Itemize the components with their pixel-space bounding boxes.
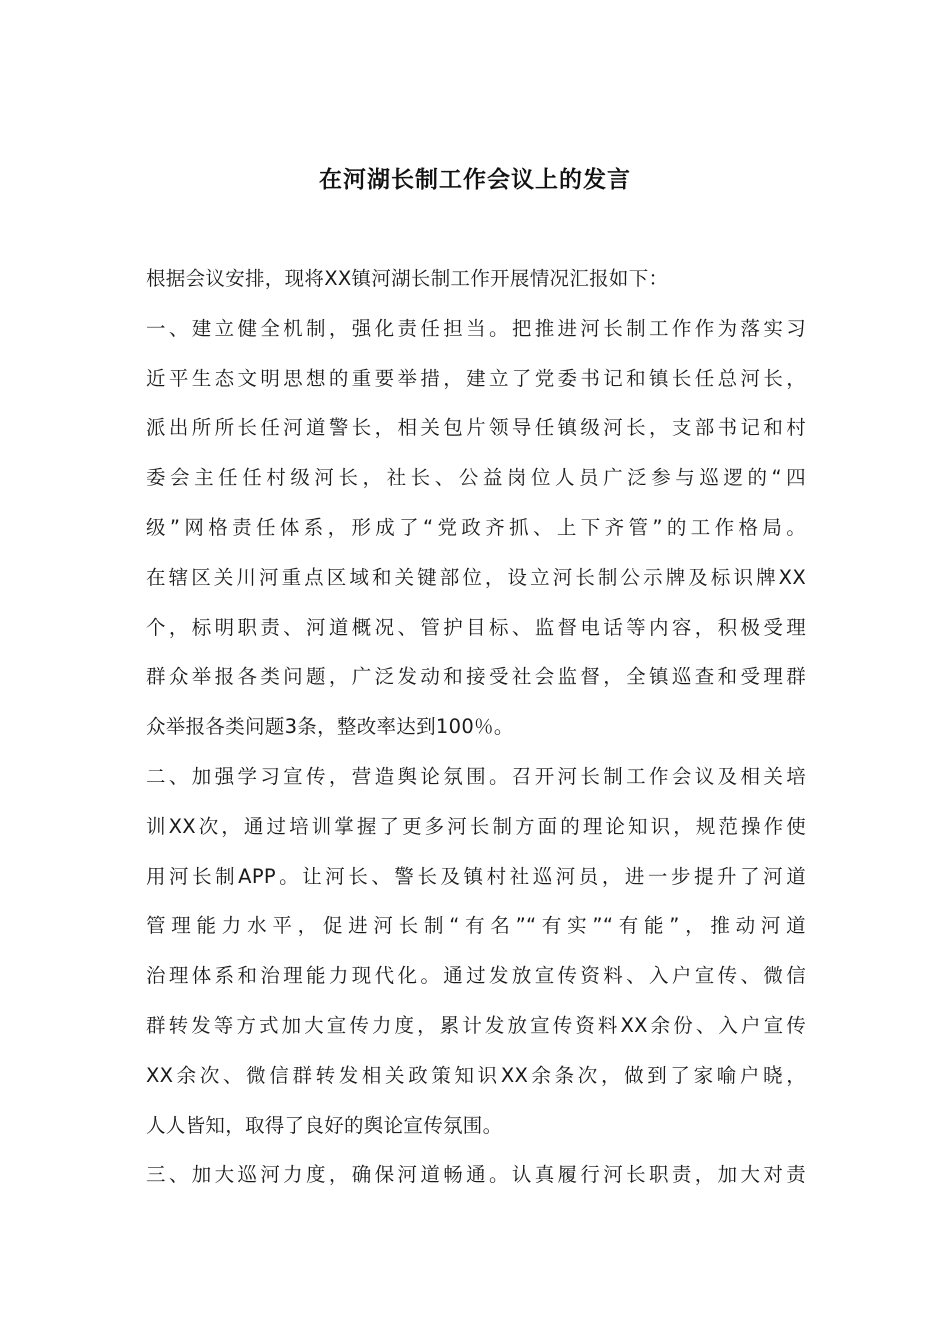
body-line: 派出所所长任河道警长，相关包片领导任镇级河长，支部书记和村: [146, 416, 806, 440]
body-line: 人人皆知，取得了良好的舆论宣传氛围。: [146, 1113, 503, 1137]
body-line: 二、加强学习宣传，营造舆论氛围。召开河长制工作会议及相关培: [146, 764, 806, 788]
document-title: 在河湖长制工作会议上的发言: [319, 166, 631, 193]
body-line: 委会主任任村级河长，社长、公益岗位人员广泛参与巡逻的“四: [146, 466, 806, 490]
body-line: 个，标明职责、河道概况、管护目标、监督电话等内容，积极受理: [146, 615, 806, 639]
body-line: 群众举报各类问题，广泛发动和接受社会监督，全镇巡查和受理群: [146, 665, 806, 689]
body-line: 在辖区关川河重点区域和关键部位，设立河长制公示牌及标识牌XX: [146, 565, 806, 589]
body-line: 三、加大巡河力度，确保河道畅通。认真履行河长职责，加大对责: [146, 1163, 806, 1187]
document-body: [146, 254, 806, 1200]
body-line: 群转发等方式加大宣传力度，累计发放宣传资料XX余份、入户宣传: [146, 1013, 806, 1037]
body-line: 训XX次，通过培训掌握了更多河长制方面的理论知识，规范操作使: [146, 814, 806, 838]
body-line: 根据会议安排，现将XX镇河湖长制工作开展情况汇报如下：: [146, 267, 669, 290]
body-line: 管理能力水平，促进河长制“有名”“有实”“有能”，推动河道: [146, 914, 806, 938]
body-line: 级”网格责任体系，形成了“党政齐抓、上下齐管”的工作格局。: [146, 515, 806, 539]
body-line: 一、建立健全机制，强化责任担当。把推进河长制工作作为落实习: [146, 316, 806, 340]
body-line: 治理体系和治理能力现代化。通过发放宣传资料、入户宣传、微信: [146, 964, 806, 988]
body-line: 近平生态文明思想的重要举措，建立了党委书记和镇长任总河长，: [146, 366, 806, 390]
body-line: 用河长制APP。让河长、警长及镇村社巡河员，进一步提升了河道: [146, 864, 806, 888]
body-line: XX余次、微信群转发相关政策知识XX余条次，做到了家喻户晓，: [146, 1063, 806, 1087]
body-line: 众举报各类问题3条，整改率达到100％。: [146, 715, 514, 739]
